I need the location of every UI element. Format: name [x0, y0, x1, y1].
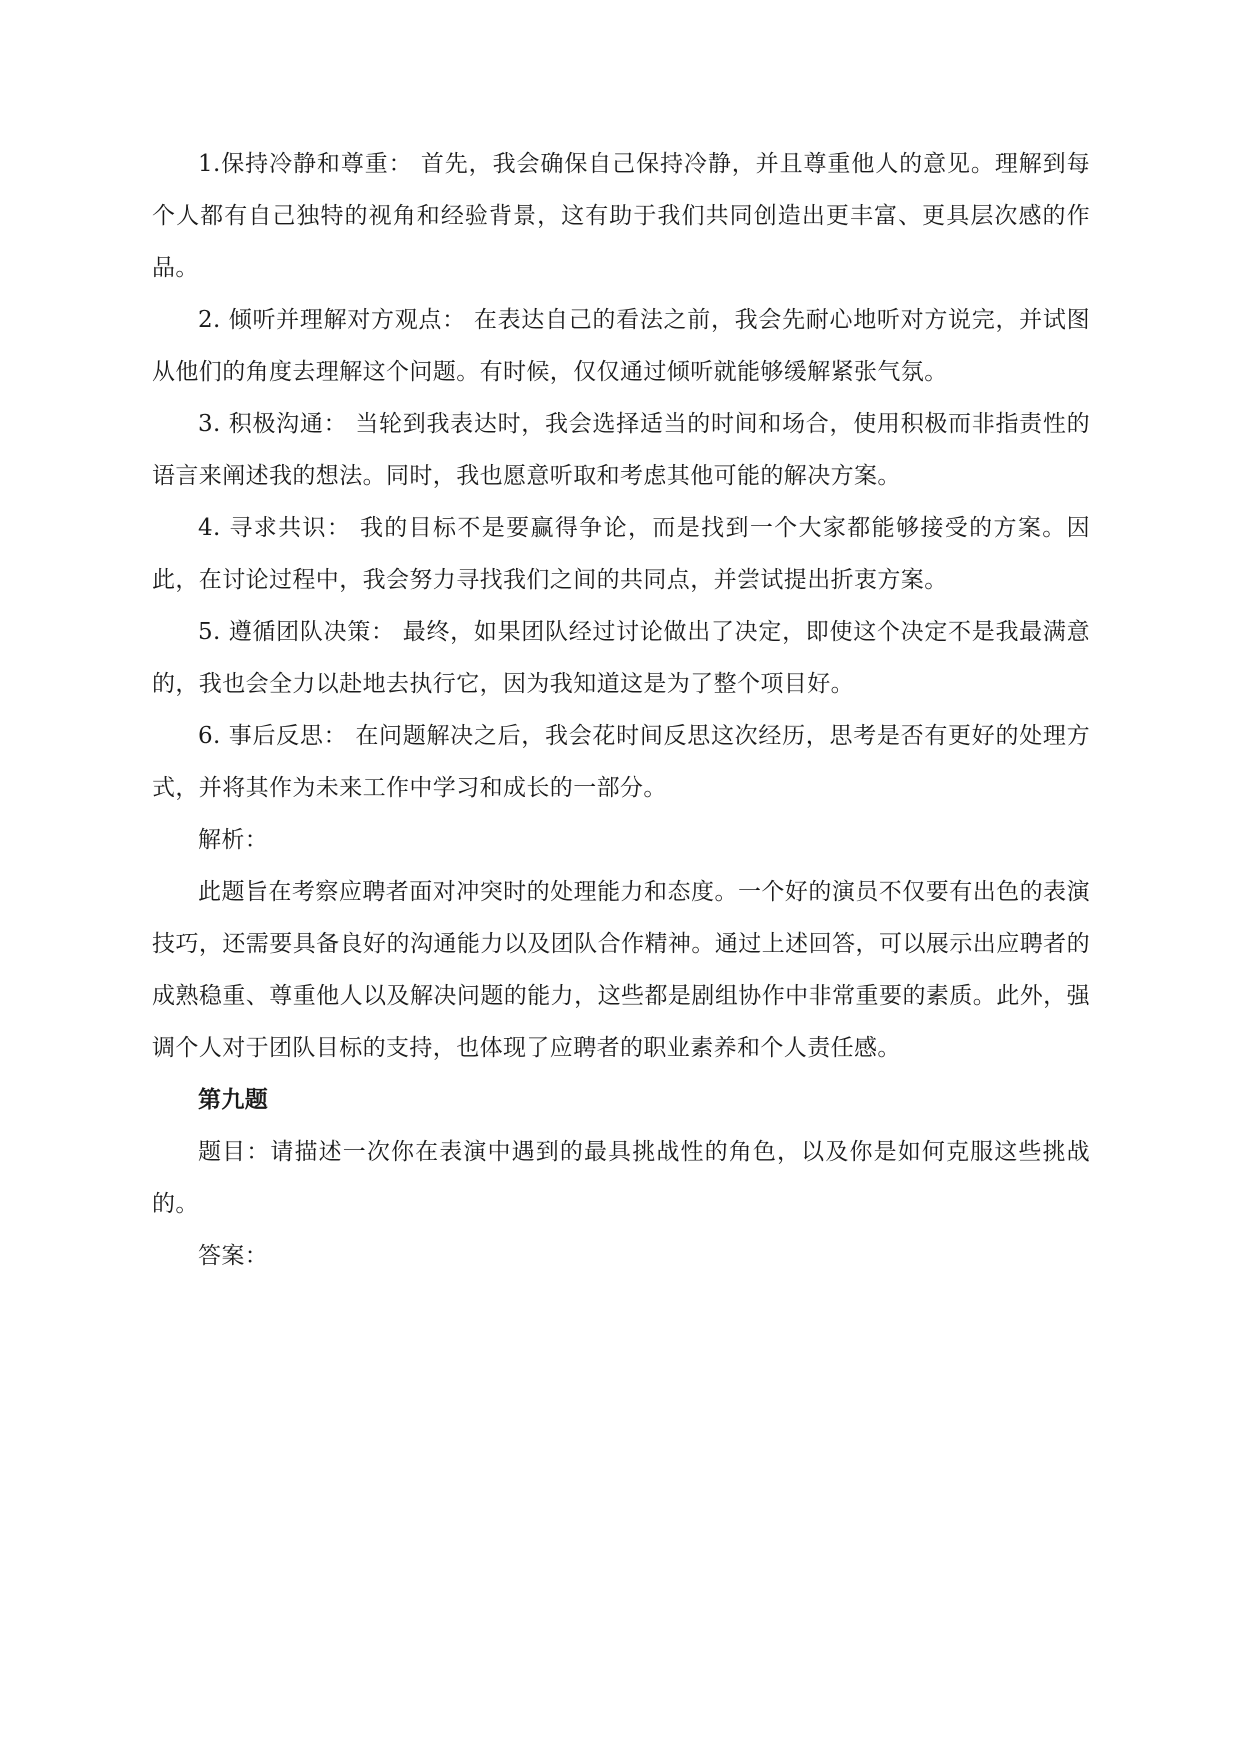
analysis-label: 解析： — [198, 827, 269, 853]
answer-point-6: 6. 事后反思： 在问题解决之后，我会花时间反思这次经历，思考是否有更好的处理方式，并将其作为未来工作中学习和成长的一部分。 — [152, 723, 1090, 801]
document-page — [152, 138, 1090, 1282]
answer-point-2: 2. 倾听并理解对方观点： 在表达自己的看法之前，我会先耐心地听对方说完，并试图从他们的角度去理解这个问题。有时候，仅仅通过倾听就能够缓解紧张气氛。 — [152, 307, 1090, 385]
answer-point-5: 5. 遵循团队决策： 最终，如果团队经过讨论做出了决定，即使这个决定不是我最满意的，我也会全力以赴地去执行它，因为我知道这是为了整个项目好。 — [152, 619, 1090, 697]
answer-point-3: 3. 积极沟通： 当轮到我表达时，我会选择适当的时间和场合，使用积极而非指责性的语言来阐述我的想法。同时，我也愿意听取和考虑其他可能的解决方案。 — [152, 411, 1090, 489]
question-heading: 第九题 — [198, 1086, 269, 1113]
question-text: 题目：请描述一次你在表演中遇到的最具挑战性的角色，以及你是如何克服这些挑战的。 — [152, 1139, 1090, 1217]
answer-label: 答案： — [198, 1243, 269, 1269]
answer-point-1: 1.保持冷静和尊重： 首先，我会确保自己保持冷静，并且尊重他人的意见。理解到每个人都有自己独特的视角和经验背景，这有助于我们共同创造出更丰富、更具层次感的作品。 — [152, 151, 1090, 281]
answer-point-4: 4. 寻求共识： 我的目标不是要赢得争论，而是找到一个大家都能够接受的方案。因此，在讨论过程中，我会努力寻找我们之间的共同点，并尝试提出折衷方案。 — [152, 515, 1090, 593]
analysis-text: 此题旨在考察应聘者面对冲突时的处理能力和态度。一个好的演员不仅要有出色的表演技巧，还需要具备良好的沟通能力以及团队合作精神。通过上述回答，可以展示出应聘者的成熟稳重、尊重他人以及解决问题的能力，这些都是剧组协作中非常重要的素质。此外，强调个人对于团队目标的支持，也体现了应聘者的职业素养和个人责任感。 — [152, 879, 1090, 1061]
